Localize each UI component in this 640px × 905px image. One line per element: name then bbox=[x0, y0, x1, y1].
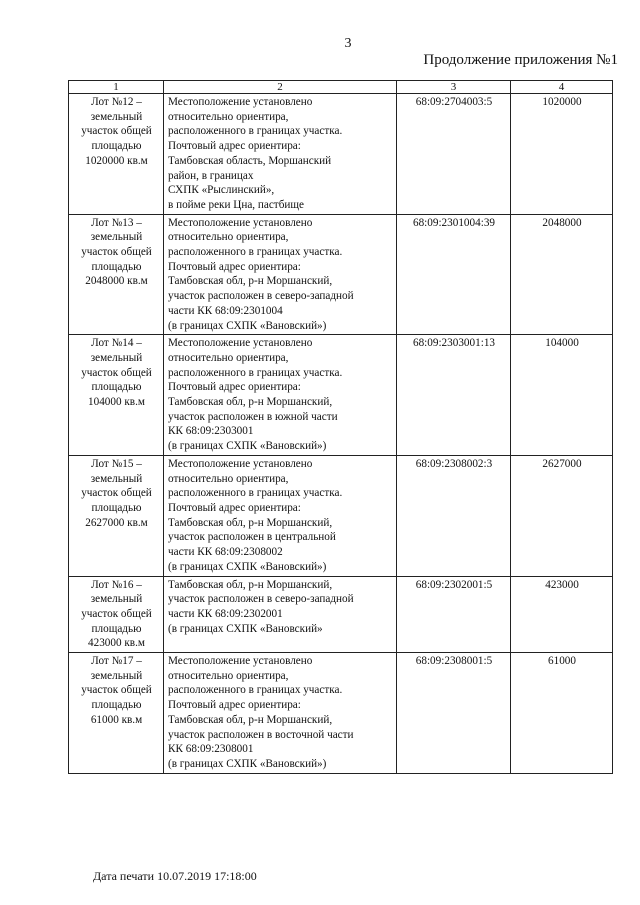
location-line: относительно ориентира, bbox=[168, 472, 289, 485]
table-row bbox=[69, 455, 613, 576]
lot-description-cell bbox=[69, 94, 164, 215]
lot-description-line: участок общей bbox=[81, 684, 152, 697]
location-line: (в границах СХПК «Вановский») bbox=[168, 757, 327, 770]
area-cell: 1020000 bbox=[511, 94, 613, 215]
location-line: участок расположен в северо-западной bbox=[168, 290, 354, 303]
lot-description-line: площадью bbox=[91, 260, 142, 273]
location-cell bbox=[164, 94, 397, 215]
lot-description-line: участок общей bbox=[81, 246, 152, 259]
lot-description-line: площадью bbox=[91, 140, 142, 153]
print-date: Дата печати 10.07.2019 17:18:00 bbox=[93, 869, 257, 883]
lot-description-cell bbox=[69, 214, 164, 335]
location-line: расположенного в границах участка. bbox=[168, 487, 343, 500]
lot-description-line: Лот №16 – bbox=[91, 578, 142, 591]
location-line: части КК 68:09:2308002 bbox=[168, 546, 283, 559]
location-cell bbox=[164, 653, 397, 774]
location-line: расположенного в границах участка. bbox=[168, 684, 343, 697]
lot-description-line: участок общей bbox=[81, 125, 152, 138]
location-line: СХПК «Рыслинский», bbox=[168, 184, 275, 197]
location-line: (в границах СХПК «Вановский») bbox=[168, 560, 327, 573]
cadastral-number-cell: 68:09:2302001:5 bbox=[397, 576, 511, 653]
cadastral-number-cell: 68:09:2308001:5 bbox=[397, 653, 511, 774]
lot-description-line: Лот №17 – bbox=[91, 655, 142, 668]
table-row bbox=[69, 653, 613, 774]
table-row bbox=[69, 576, 613, 653]
cadastral-number-cell: 68:09:2301004:39 bbox=[397, 214, 511, 335]
location-line: Почтовый адрес ориентира: bbox=[168, 501, 301, 514]
location-line: (в границах СХПК «Вановский») bbox=[168, 319, 327, 332]
lots-table bbox=[68, 80, 613, 774]
lot-description-line: земельный bbox=[90, 593, 143, 606]
location-cell bbox=[164, 335, 397, 456]
area-cell: 61000 bbox=[511, 653, 613, 774]
lot-description-line: 2048000 кв.м bbox=[85, 275, 148, 288]
location-line: участок расположен в восточной части bbox=[168, 728, 354, 741]
lot-description-line: участок общей bbox=[81, 487, 152, 500]
table-row bbox=[69, 94, 613, 215]
location-line: в пойме реки Цна, пастбище bbox=[168, 198, 304, 211]
lot-description-line: Лот №15 – bbox=[91, 457, 142, 470]
location-line: Тамбовская обл, р-н Моршанский, bbox=[168, 578, 333, 591]
location-line: Местоположение установлено bbox=[168, 337, 313, 350]
lot-description-line: Лот №14 – bbox=[91, 337, 142, 350]
location-line: КК 68:09:2308001 bbox=[168, 743, 254, 756]
location-line: участок расположен в северо-западной bbox=[168, 593, 354, 606]
location-line: расположенного в границах участка. bbox=[168, 366, 343, 379]
lot-description-line: площадью bbox=[91, 699, 142, 712]
lot-description-line: площадью bbox=[91, 381, 142, 394]
lot-description-line: 1020000 кв.м bbox=[85, 154, 148, 167]
cadastral-number-cell: 68:09:2308002:3 bbox=[397, 455, 511, 576]
location-line: Местоположение установлено bbox=[168, 96, 313, 108]
cadastral-number-cell: 68:09:2303001:13 bbox=[397, 335, 511, 456]
location-line: относительно ориентира, bbox=[168, 110, 289, 123]
appendix-continuation-title: Продолжение приложения №1 bbox=[423, 52, 618, 68]
location-line: Тамбовская область, Моршанский bbox=[168, 154, 332, 167]
location-line: относительно ориентира, bbox=[168, 669, 289, 682]
lot-description-cell bbox=[69, 653, 164, 774]
page-number: 3 bbox=[344, 36, 352, 51]
location-line: расположенного в границах участка. bbox=[168, 125, 343, 138]
location-line: участок расположен в южной части bbox=[168, 410, 338, 423]
lot-description-line: земельный bbox=[90, 231, 143, 244]
lot-description-line: земельный bbox=[90, 110, 143, 123]
lot-description-cell bbox=[69, 576, 164, 653]
column-header-1: 1 bbox=[69, 81, 164, 94]
lot-description-line: 104000 кв.м bbox=[88, 396, 145, 409]
location-cell bbox=[164, 455, 397, 576]
lot-description-line: 2627000 кв.м bbox=[85, 516, 148, 529]
location-line: части КК 68:09:2301004 bbox=[168, 304, 283, 317]
location-line: части КК 68:09:2302001 bbox=[168, 607, 283, 620]
lot-description-line: 423000 кв.м bbox=[88, 637, 145, 650]
location-cell bbox=[164, 576, 397, 653]
lot-description-line: Лот №12 – bbox=[91, 96, 142, 108]
area-cell: 104000 bbox=[511, 335, 613, 456]
location-line: Тамбовская обл, р-н Моршанский, bbox=[168, 275, 333, 288]
column-header-4: 4 bbox=[511, 81, 613, 94]
location-cell bbox=[164, 214, 397, 335]
location-line: относительно ориентира, bbox=[168, 231, 289, 244]
location-line: район, в границах bbox=[168, 169, 254, 182]
lot-description-line: земельный bbox=[90, 351, 143, 364]
location-line: Тамбовская обл, р-н Моршанский, bbox=[168, 713, 333, 726]
lot-description-line: Лот №13 – bbox=[91, 216, 142, 229]
lot-description-line: земельный bbox=[90, 472, 143, 485]
table-row bbox=[69, 335, 613, 456]
lot-description-line: земельный bbox=[90, 669, 143, 682]
table-row bbox=[69, 214, 613, 335]
area-cell: 423000 bbox=[511, 576, 613, 653]
table-body bbox=[69, 94, 613, 774]
location-line: Местоположение установлено bbox=[168, 457, 313, 470]
location-line: Почтовый адрес ориентира: bbox=[168, 699, 301, 712]
lot-description-line: 61000 кв.м bbox=[90, 713, 143, 726]
location-line: Тамбовская обл, р-н Моршанский, bbox=[168, 516, 333, 529]
location-line: участок расположен в центральной bbox=[168, 531, 336, 544]
lot-description-line: площадью bbox=[91, 622, 142, 635]
lot-description-line: площадью bbox=[91, 501, 142, 514]
lot-description-cell bbox=[69, 455, 164, 576]
location-line: Почтовый адрес ориентира: bbox=[168, 381, 301, 394]
location-line: Местоположение установлено bbox=[168, 655, 313, 668]
location-line: расположенного в границах участка. bbox=[168, 246, 343, 259]
column-header-3: 3 bbox=[397, 81, 511, 94]
lot-description-line: участок общей bbox=[81, 607, 152, 620]
cadastral-number-cell: 68:09:2704003:5 bbox=[397, 94, 511, 215]
lot-description-cell bbox=[69, 335, 164, 456]
location-line: Почтовый адрес ориентира: bbox=[168, 260, 301, 273]
location-line: относительно ориентира, bbox=[168, 351, 289, 364]
location-line: КК 68:09:2303001 bbox=[168, 425, 254, 438]
location-line: Почтовый адрес ориентира: bbox=[168, 140, 301, 153]
table-header-row bbox=[69, 81, 613, 94]
location-line: (в границах СХПК «Вановский») bbox=[168, 440, 327, 453]
location-line: (в границах СХПК «Вановский» bbox=[168, 622, 323, 635]
column-header-2: 2 bbox=[164, 81, 397, 94]
area-cell: 2627000 bbox=[511, 455, 613, 576]
location-line: Местоположение установлено bbox=[168, 216, 313, 229]
lot-description-line: участок общей bbox=[81, 366, 152, 379]
location-line: Тамбовская обл, р-н Моршанский, bbox=[168, 396, 333, 409]
area-cell: 2048000 bbox=[511, 214, 613, 335]
